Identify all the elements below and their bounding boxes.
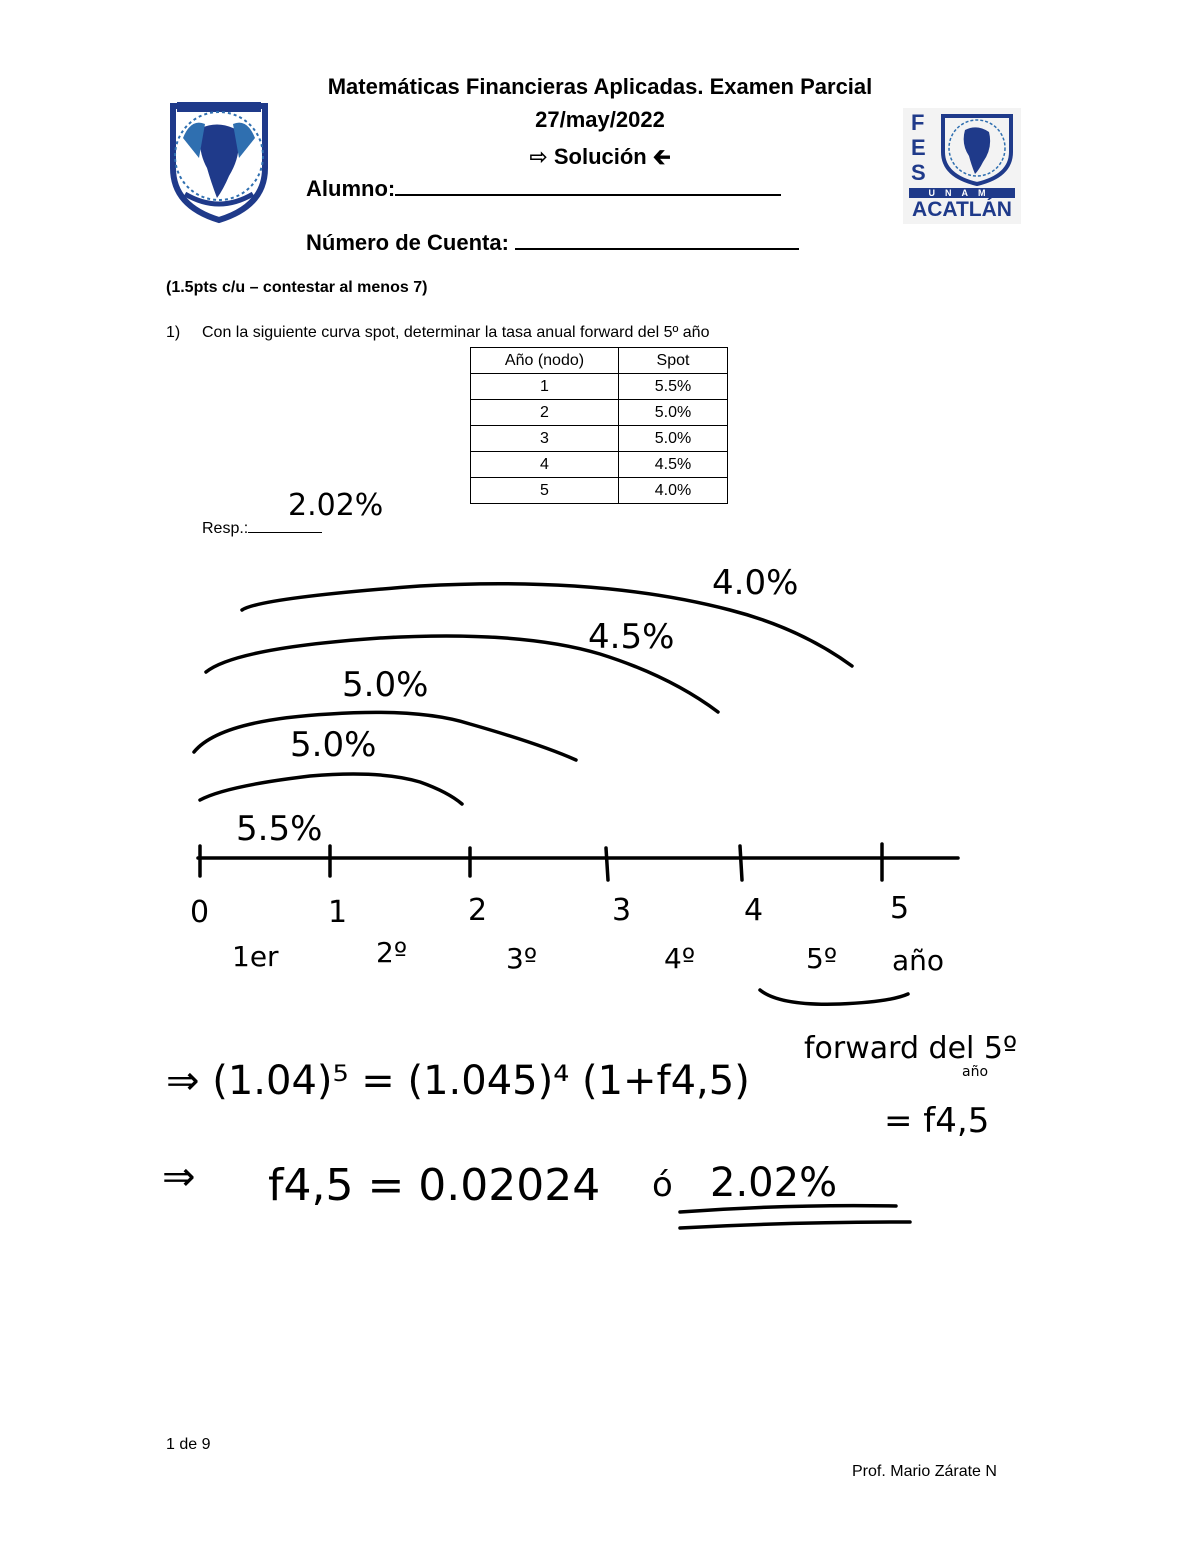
student-field — [306, 174, 781, 202]
fes-acatlan-label: ACATLÁN — [912, 198, 1012, 221]
tick-label-4: 4 — [744, 893, 764, 928]
account-blank[interactable] — [515, 228, 799, 250]
fes-unam-label: UNAM — [909, 188, 1015, 198]
fes-acatlan-logo — [903, 108, 1021, 224]
year-label-5: 5º — [806, 942, 838, 975]
arrow-left-icon: 🡰 — [652, 144, 671, 169]
question-text: Con la siguiente curva spot, determinar la tasa anual forward del 5º año — [202, 324, 710, 341]
year-label-1: 1er — [232, 940, 279, 973]
forward-note-small: año — [962, 1064, 989, 1080]
page-number: 1 de 9 — [166, 1436, 211, 1453]
equation-2-arrow: ⇒ — [162, 1154, 196, 1200]
instructions: (1.5pts c/u – contestar al menos 7) — [166, 279, 428, 296]
account-field — [306, 228, 799, 256]
fes-letter-s: S — [911, 160, 926, 185]
fes-letter-e: E — [911, 135, 926, 160]
table-cell: 3 — [471, 426, 619, 452]
forward-note: forward del 5º — [804, 1031, 1018, 1066]
arc-label-5: 4.0% — [712, 563, 799, 603]
table-row — [471, 452, 728, 478]
answer-underline — [680, 1206, 896, 1212]
handwritten-timeline — [0, 550, 1200, 1250]
tick-label-1: 1 — [328, 895, 348, 930]
arrow-right-icon: ⇨ — [529, 144, 548, 169]
table-header-year: Año (nodo) — [471, 348, 619, 374]
year-label-4: 4º — [664, 942, 696, 975]
spot-table — [470, 347, 728, 504]
arc-label-3: 5.0% — [342, 665, 429, 705]
tick-4 — [740, 846, 742, 880]
unam-logo — [163, 98, 275, 224]
exam-title: Matemáticas Financieras Aplicadas. Examen Parcial — [327, 74, 873, 99]
professor-name: Prof. Mario Zárate N — [852, 1463, 997, 1480]
unam-shield-icon — [937, 112, 1017, 186]
handwritten-answer: 2.02% — [288, 488, 384, 523]
table-cell: 4 — [471, 452, 619, 478]
tick-label-2: 2 — [468, 893, 488, 928]
fes-letter-f: F — [911, 110, 925, 135]
fifth-year-brace — [760, 990, 908, 1004]
table-header-row — [471, 348, 728, 374]
account-label: Número de Cuenta: — [306, 230, 509, 255]
table-cell: 5.0% — [619, 400, 728, 426]
table-cell: 2 — [471, 400, 619, 426]
table-cell: 1 — [471, 374, 619, 400]
question-number: 1) — [166, 324, 181, 341]
arc-label-2: 5.0% — [290, 725, 377, 765]
tick-label-3: 3 — [612, 893, 632, 928]
solution-banner — [300, 140, 900, 178]
answer-underline-2 — [680, 1222, 910, 1228]
table-header-spot: Spot — [619, 348, 728, 374]
year-label-2: 2º — [376, 936, 408, 969]
forward-equation: = f4,5 — [884, 1101, 990, 1141]
arc-label-1: 5.5% — [236, 809, 323, 849]
arc-year-3 — [194, 712, 576, 760]
table-row — [471, 478, 728, 504]
table-cell: 4.0% — [619, 478, 728, 504]
table-row — [471, 400, 728, 426]
table-row — [471, 374, 728, 400]
table-cell: 5 — [471, 478, 619, 504]
response-label: Resp.: — [202, 520, 249, 537]
student-label: Alumno: — [306, 176, 396, 201]
arc-label-4: 4.5% — [588, 617, 675, 657]
arc-year-2 — [200, 774, 462, 804]
unam-shield-icon — [163, 98, 275, 224]
tick-3 — [606, 848, 608, 880]
exam-date: 27/may/2022 — [535, 107, 665, 132]
student-blank[interactable] — [395, 174, 781, 196]
equation-2-or: ó — [652, 1165, 673, 1205]
table-cell: 4.5% — [619, 452, 728, 478]
solution-label: Solución — [553, 144, 647, 169]
tick-label-5: 5 — [890, 891, 910, 926]
tick-label-0: 0 — [190, 895, 210, 930]
year-label-word: año — [892, 944, 945, 977]
table-row — [471, 426, 728, 452]
table-cell: 5.5% — [619, 374, 728, 400]
table-cell: 5.0% — [619, 426, 728, 452]
equation-1: ⇒ (1.04)⁵ = (1.045)⁴ (1+f4,5) — [166, 1058, 750, 1104]
equation-2: f4,5 = 0.02024 — [268, 1160, 601, 1211]
year-label-3: 3º — [506, 942, 538, 975]
equation-2-result: 2.02% — [710, 1160, 838, 1206]
